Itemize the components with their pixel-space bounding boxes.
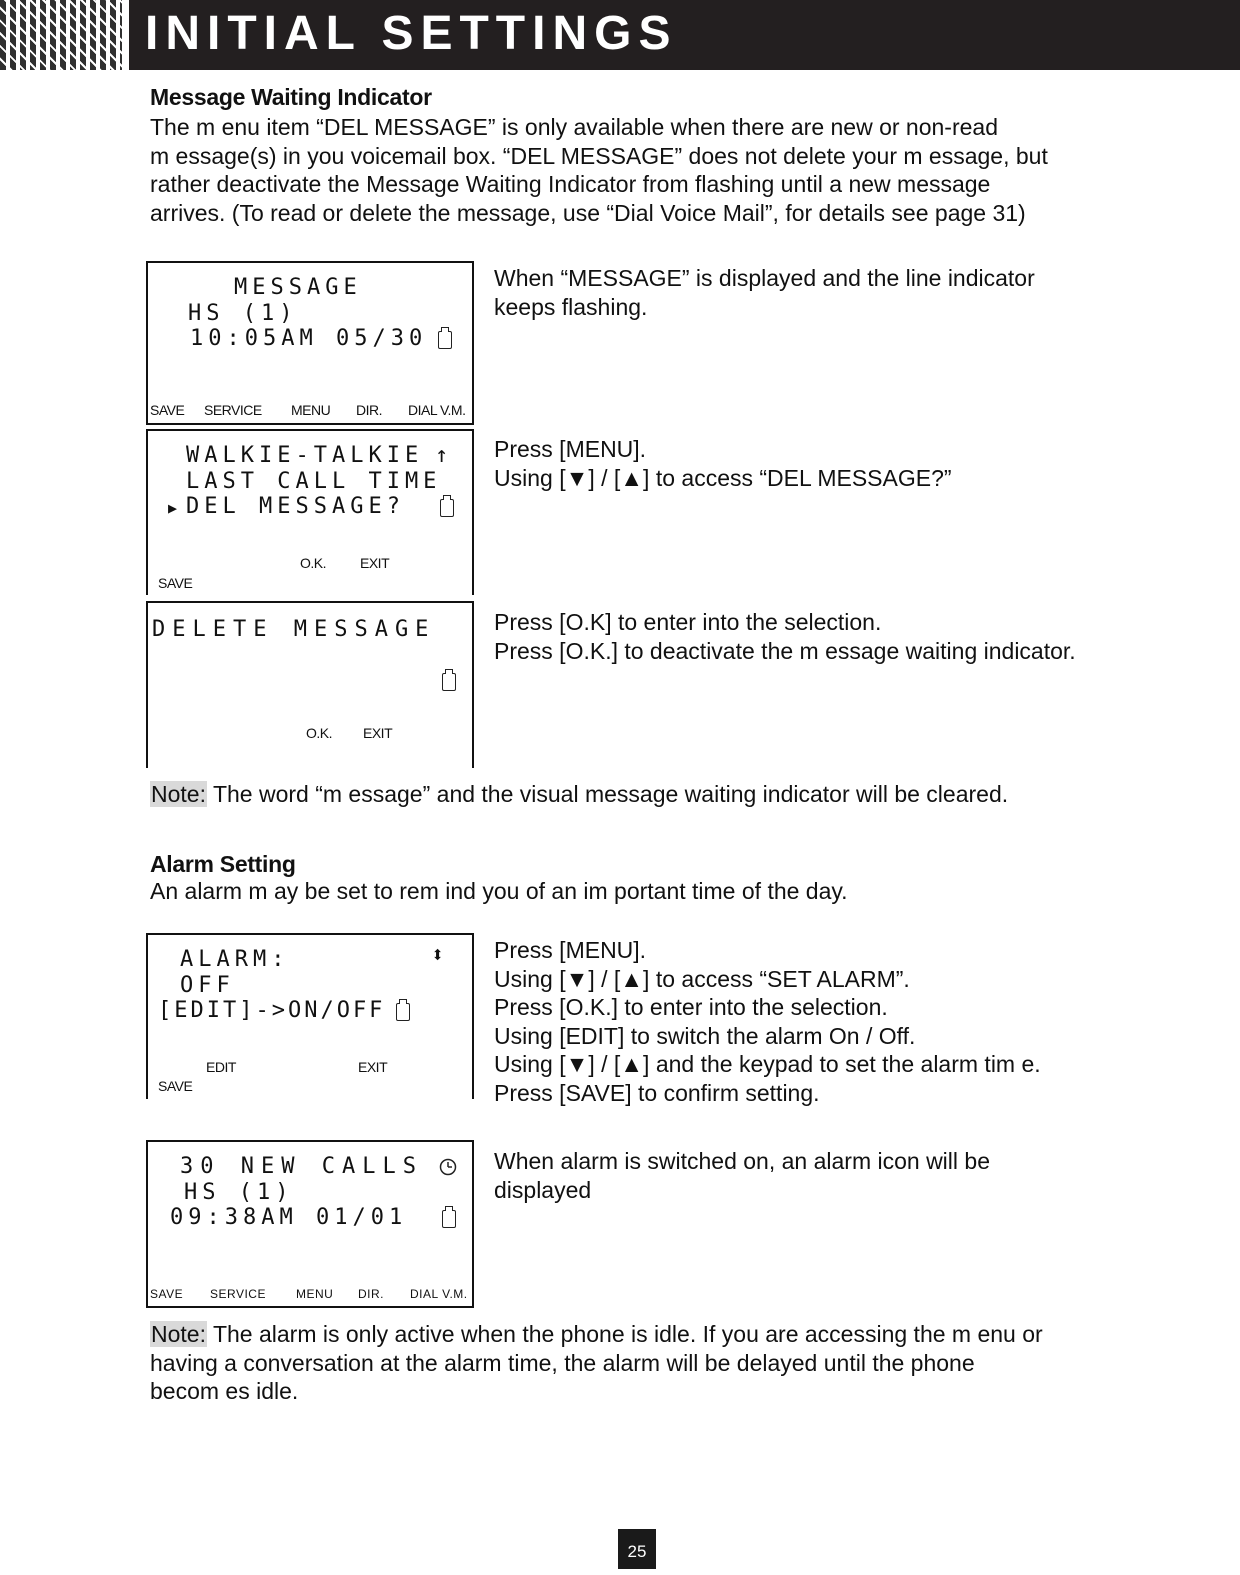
lcd-line: 30 NEW CALLS	[180, 1154, 423, 1179]
description-line: Press [MENU].	[494, 937, 647, 963]
lcd-line: [EDIT]->ON/OFF	[158, 998, 386, 1023]
screen5-description	[494, 1147, 1134, 1205]
note-message-cleared	[150, 780, 1140, 809]
softkey-save: SAVE	[158, 1078, 193, 1094]
section-heading-alarm: Alarm Setting	[150, 851, 296, 877]
battery-icon	[442, 1210, 456, 1228]
softkey-save: SAVE	[150, 402, 185, 418]
lcd-line: WALKIE-TALKIE	[186, 443, 424, 468]
lcd-line: HS (1)	[188, 301, 298, 326]
softkey-ok: O.K.	[306, 725, 333, 741]
lcd-line: MESSAGE	[234, 275, 362, 300]
lcd-line: DEL MESSAGE?	[186, 494, 405, 519]
softkey-service: SERVICE	[204, 402, 262, 418]
alarm-intro: An alarm m ay be set to rem ind you of an im portant time of the day.	[150, 878, 848, 904]
lcd-line: 09:38AM 01/01	[170, 1205, 408, 1230]
paragraph-line: rather deactivate the Message Waiting Indicator from flashing until a new message	[150, 171, 991, 197]
description-line: When alarm is switched on, an alarm icon will be	[494, 1148, 990, 1174]
note-line: having a conversation at the alarm time, the alarm will be delayed until the phone	[150, 1349, 975, 1376]
lcd-line: OFF	[180, 973, 235, 998]
description-line: keeps flashing.	[494, 294, 648, 320]
screen4-description	[494, 936, 1134, 1108]
lcd-line: ALARM:	[180, 947, 290, 972]
softkey-save: SAVE	[158, 575, 193, 591]
screen2-description	[494, 435, 1134, 493]
description-line: Press [SAVE] to confirm setting.	[494, 1079, 820, 1106]
header-bar	[129, 0, 1240, 70]
softkey-menu: MENU	[291, 402, 331, 418]
description-line: When “MESSAGE” is displayed and the line indicator	[494, 265, 1035, 291]
alarm-clock-icon	[439, 1158, 457, 1176]
note-text: The word “m essage” and the visual message waiting indicator will be cleared.	[206, 781, 1009, 807]
note-label: Note:	[151, 781, 206, 807]
paragraph-line: arrives. (To read or delete the message, use “Dial Voice Mail”, for details see page 31)	[150, 199, 1026, 226]
selection-pointer-icon: ▶	[168, 499, 183, 517]
softkey-dial-vm: DIAL V.M.	[408, 402, 466, 418]
softkey-exit: EXIT	[363, 725, 393, 741]
lcd-line: HS (1)	[184, 1180, 294, 1205]
paragraph-line: The m enu item “DEL MESSAGE” is only available when there are new or non-read	[150, 114, 998, 140]
description-line: displayed	[494, 1177, 592, 1203]
description-line: Press [O.K] to enter into the selection.	[494, 609, 882, 635]
lcd-line: DELETE MESSAGE	[152, 617, 436, 642]
lcd-line: LAST CALL TIME	[186, 469, 442, 494]
description-line: Using [▼] / [▲] and the keypad to set the alarm tim e.	[494, 1051, 1041, 1078]
screen3-description	[494, 608, 1134, 666]
softkey-service: SERVICE	[210, 1287, 266, 1301]
lcd-screen-new-calls	[146, 1140, 474, 1308]
softkey-exit: EXIT	[358, 1059, 388, 1075]
paragraph-line: m essage(s) in you voicemail box. “DEL MESSAGE” does not delete your m essage, but	[150, 142, 1048, 169]
battery-icon	[438, 331, 452, 349]
note-text: The alarm is only active when the phone is idle. If you are accessing the m enu or	[206, 1321, 1043, 1347]
description-line: Press [MENU].	[494, 436, 647, 462]
note-line	[150, 1320, 1140, 1349]
lcd-screen-alarm	[146, 933, 474, 1099]
lcd-screen-message	[146, 261, 474, 425]
softkey-exit: EXIT	[360, 555, 390, 571]
softkey-save: SAVE	[150, 1287, 184, 1301]
lcd-line: 10:05AM 05/30	[190, 326, 428, 351]
lcd-screen-menu	[146, 429, 474, 595]
softkey-menu: MENU	[296, 1287, 334, 1301]
note-line: becom es idle.	[150, 1378, 299, 1404]
lcd-screen-delete-message	[146, 601, 474, 768]
battery-icon	[396, 1003, 410, 1021]
up-arrow-icon: ↑	[435, 443, 454, 468]
description-line: Press [O.K.] to deactivate the m essage waiting indicator.	[494, 638, 1076, 664]
softkey-dir: DIR.	[358, 1287, 384, 1301]
softkey-dial-vm: DIAL V.M.	[410, 1287, 468, 1301]
note-alarm-idle	[150, 1320, 1140, 1406]
battery-icon	[440, 499, 454, 517]
page-number: 25	[618, 1529, 656, 1569]
brand-pattern-logo	[0, 0, 122, 70]
softkey-edit: EDIT	[206, 1059, 236, 1075]
softkey-ok: O.K.	[300, 555, 327, 571]
softkey-dir: DIR.	[356, 402, 382, 418]
up-down-icon: ⬍	[431, 943, 445, 968]
description-line: Using [▼] / [▲] to access “DEL MESSAGE?”	[494, 465, 952, 491]
battery-icon	[442, 673, 456, 691]
page-title: INITIAL SETTINGS	[145, 7, 678, 60]
description-line: Using [EDIT] to switch the alarm On / Off.	[494, 1022, 916, 1049]
screen1-description	[494, 264, 1134, 322]
note-label: Note:	[151, 1321, 206, 1347]
description-line: Using [▼] / [▲] to access “SET ALARM”.	[494, 965, 910, 992]
message-intro-paragraph	[150, 113, 1140, 227]
section-heading-message-waiting: Message Waiting Indicator	[150, 84, 432, 110]
description-line: Press [O.K.] to enter into the selection.	[494, 994, 888, 1021]
